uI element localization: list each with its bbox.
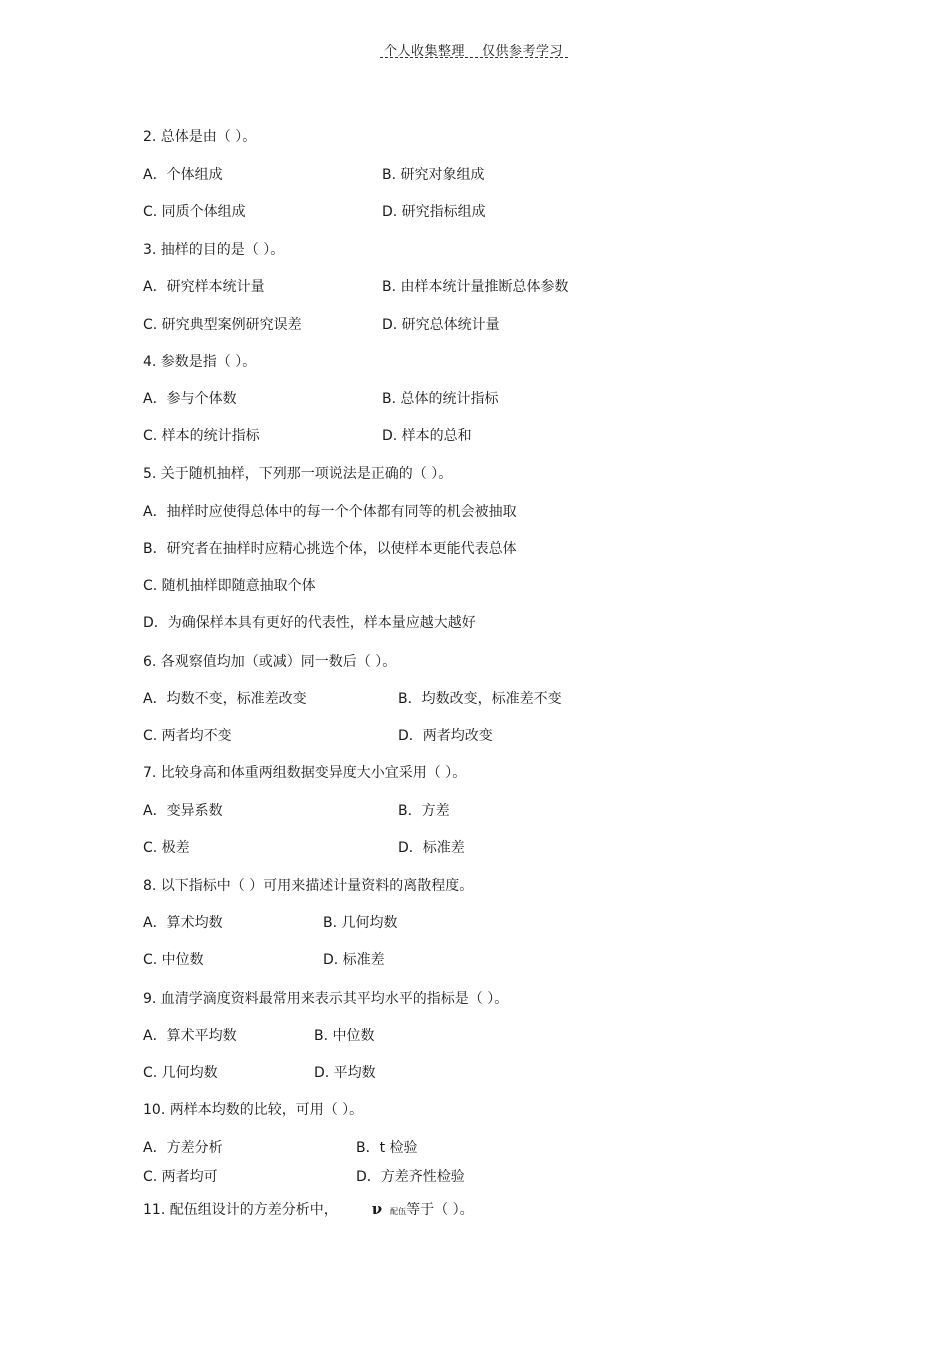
question-3-stem: 3. 抽样的目的是（ ）。 (143, 242, 285, 258)
question-5-option-a: A．抽样时应使得总体中的每一个个体都有同等的机会被抽取 (143, 504, 517, 520)
question-5-option-d: D．为确保样本具有更好的代表性，样本量应越大越好 (143, 615, 476, 631)
question-2-option-a: A．个体组成 (143, 167, 223, 183)
question-11-prefix: 11. 配伍组设计的方差分析中， (143, 1202, 338, 1218)
nu-symbol: ν (371, 1200, 383, 1218)
question-9-stem: 9. 血清学滴度资料最常用来表示其平均水平的指标是（ ）。 (143, 991, 509, 1007)
question-7-option-c: C. 极差 (143, 840, 190, 856)
question-8-option-d: D. 标准差 (323, 952, 385, 968)
question-4-option-a: A．参与个体数 (143, 391, 237, 407)
question-8-option-b: B. 几何均数 (323, 915, 398, 931)
question-11-suffix: 等于（ ）。 (406, 1202, 474, 1218)
question-4-stem: 4. 参数是指（ ）。 (143, 354, 257, 370)
page-header (380, 40, 570, 60)
question-2-option-b: B. 研究对象组成 (382, 167, 485, 183)
question-10-option-c: C. 两者均可 (143, 1169, 218, 1185)
question-6-option-c: C. 两者均不变 (143, 728, 232, 744)
question-8-option-c: C. 中位数 (143, 952, 204, 968)
question-7-stem: 7. 比较身高和体重两组数据变异度大小宜采用（ ）。 (143, 765, 467, 781)
question-3-option-a: A．研究样本统计量 (143, 279, 265, 295)
question-4-option-d: D. 样本的总和 (382, 428, 472, 444)
question-10-option-a: A．方差分析 (143, 1140, 223, 1156)
header-right-text: 仅供参考学习 (482, 44, 564, 59)
question-2-option-c: C. 同质个体组成 (143, 204, 246, 220)
question-6-option-d: D．两者均改变 (398, 728, 493, 744)
question-6-option-a: A．均数不变，标准差改变 (143, 691, 307, 707)
question-4-option-b: B. 总体的统计指标 (382, 391, 499, 407)
header-divider (380, 57, 568, 58)
question-6-stem: 6. 各观察值均加（或减）同一数后（ ）。 (143, 654, 397, 670)
question-10-option-d: D．方差齐性检验 (356, 1169, 465, 1185)
question-6-option-b: B．均数改变，标准差不变 (398, 691, 562, 707)
question-9-option-a: A．算术平均数 (143, 1028, 237, 1044)
question-8-option-a: A．算术均数 (143, 915, 223, 931)
question-8-stem: 8. 以下指标中（ ）可用来描述计量资料的离散程度。 (143, 878, 474, 894)
question-2-option-d: D. 研究指标组成 (382, 204, 486, 220)
question-3-option-d: D. 研究总体统计量 (382, 317, 500, 333)
question-5-option-c: C. 随机抽样即随意抽取个体 (143, 578, 316, 594)
question-10-option-b: B．t 检验 (356, 1140, 418, 1156)
header-left-text: 个人收集整理 (384, 44, 466, 59)
question-4-option-c: C. 样本的统计指标 (143, 428, 260, 444)
question-7-option-b: B．方差 (398, 803, 450, 819)
question-9-option-d: D. 平均数 (314, 1065, 376, 1081)
question-7-option-d: D．标准差 (398, 840, 465, 856)
question-11-stem (143, 1200, 474, 1221)
nu-subscript: 配伍 (390, 1207, 407, 1216)
question-9-option-b: B. 中位数 (314, 1028, 375, 1044)
question-7-option-a: A．变异系数 (143, 803, 223, 819)
question-2-stem: 2. 总体是由（ ）。 (143, 129, 257, 145)
question-3-option-b: B. 由样本统计量推断总体参数 (382, 279, 569, 295)
question-5-stem: 5. 关于随机抽样，下列那一项说法是正确的（ ）。 (143, 466, 453, 482)
question-3-option-c: C. 研究典型案例研究误差 (143, 317, 302, 333)
question-9-option-c: C. 几何均数 (143, 1065, 218, 1081)
question-5-option-b: B．研究者在抽样时应精心挑选个体，以使样本更能代表总体 (143, 541, 517, 557)
question-10-stem: 10. 两样本均数的比较，可用（ ）。 (143, 1102, 364, 1118)
